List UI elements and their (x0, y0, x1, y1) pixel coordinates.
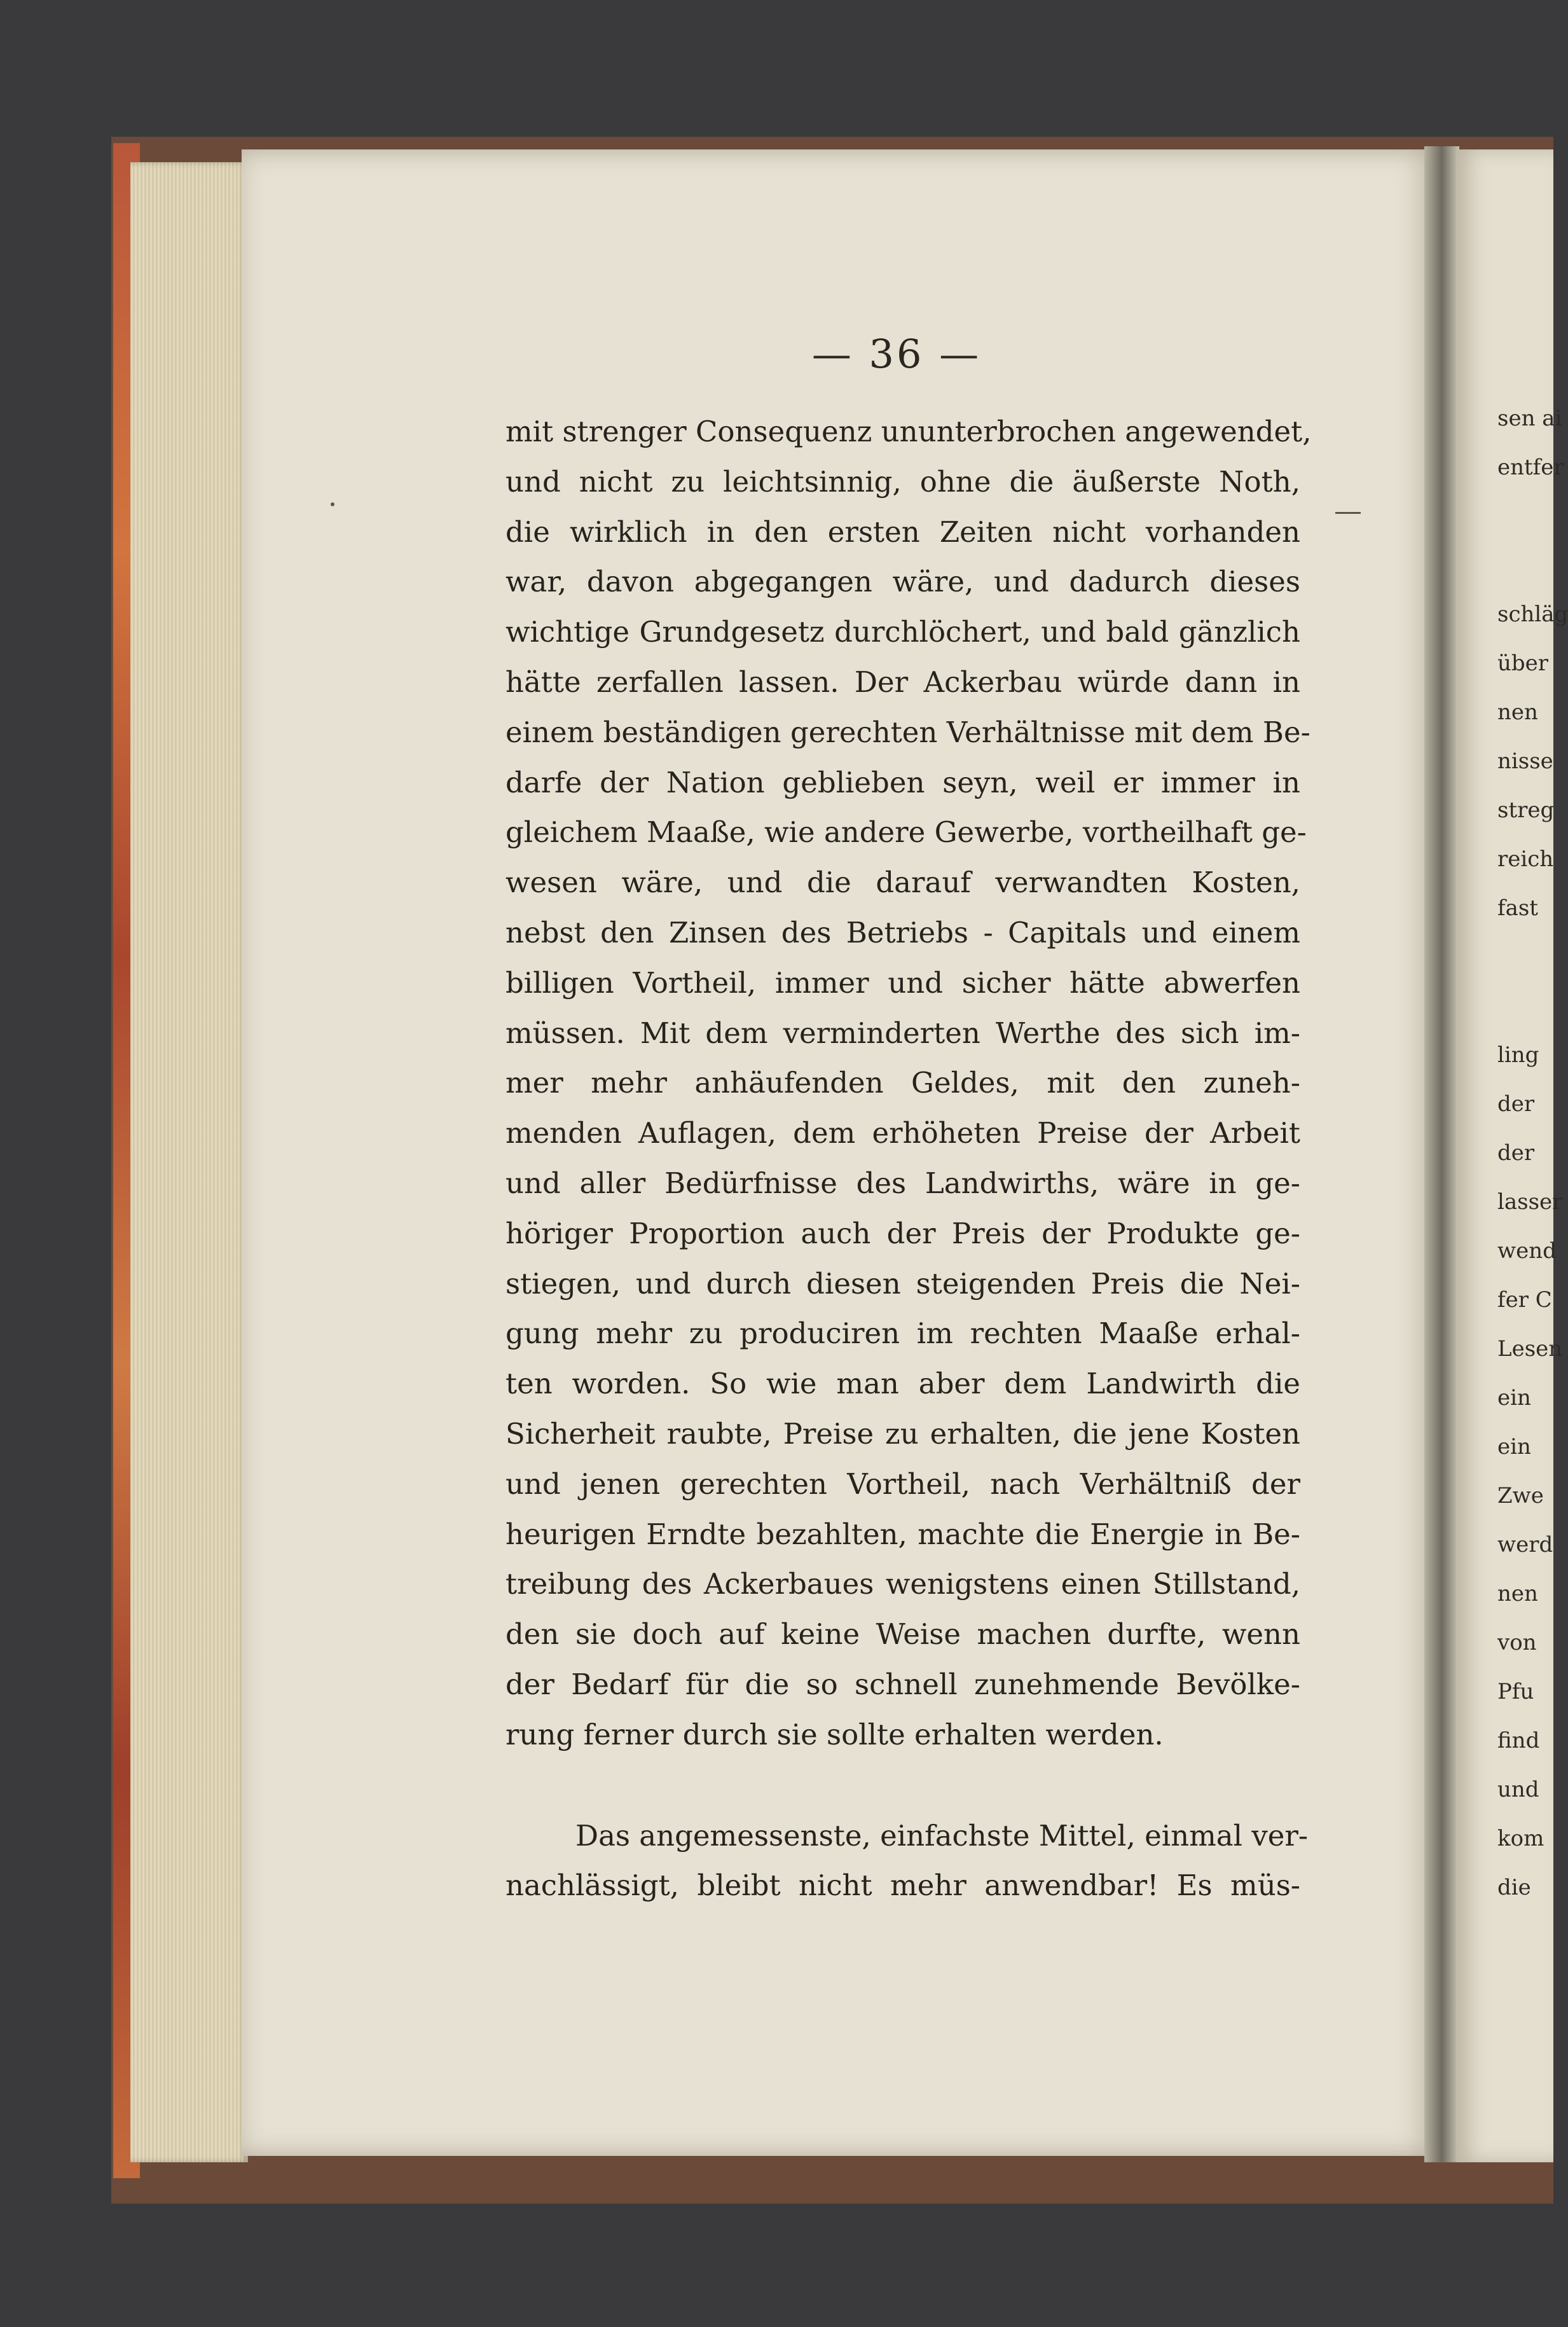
text-line: Sicherheit raubte, Preise zu erhalten, die jene Kosten (505, 1416, 1300, 1451)
facing-page-fragment: von (1497, 1630, 1537, 1655)
facing-page-fragment: ein (1497, 1434, 1531, 1460)
margin-mark (1335, 512, 1361, 514)
text-line: mit strenger Consequenz ununterbrochen angewendet, (505, 415, 1312, 448)
facing-page-fragment: entfer (1497, 455, 1564, 480)
text-line: Das angemessenste, einfachste Mittel, einmal ver- (575, 1818, 1309, 1853)
paragraph-1 (505, 407, 1312, 1760)
text-line: heurigen Erndte bezahlten, machte die Energie in Be- (505, 1517, 1300, 1551)
text-line: der Bedarf für die so schnell zunehmende Bevölke- (505, 1667, 1300, 1701)
text-line: nachlässigt, bleibt nicht mehr anwendbar! Es müs- (505, 1868, 1300, 1903)
facing-page-fragment: nisse (1497, 749, 1553, 774)
text-line: darfe der Nation geblieben seyn, weil er immer in (505, 765, 1300, 799)
facing-page-fragment: der (1497, 1091, 1535, 1117)
facing-page-fragment: find (1497, 1728, 1540, 1753)
facing-page-fragment (1497, 933, 1553, 982)
paragraph-2 (505, 1811, 1309, 1912)
page-number: — 36 — (811, 331, 982, 377)
facing-page-fragment: wend (1497, 1238, 1557, 1264)
text-line: war, davon abgegangen wäre, und dadurch dieses (505, 565, 1300, 599)
facing-page-fragment: streg (1497, 798, 1555, 823)
facing-page-fragment: reich (1497, 846, 1554, 872)
facing-page-fragment: Lesen (1497, 1336, 1563, 1362)
text-line: nebst den Zinsen des Betriebs - Capitals und einem (505, 915, 1300, 949)
text-line: die wirklich in den ersten Zeiten nicht vorhanden (505, 514, 1300, 549)
facing-page-fragment: der (1497, 1140, 1535, 1166)
facing-page-fragment: fer C (1497, 1287, 1552, 1313)
text-line: rung ferner durch sie sollte erhalten werden. (505, 1717, 1164, 1751)
body-text (505, 407, 1312, 1911)
facing-page-fragment: Zwe (1497, 1483, 1544, 1509)
text-line: wichtige Grundgesetz durchlöchert, und bald gänzlich (505, 615, 1300, 649)
facing-page-fragment: ein (1497, 1385, 1531, 1411)
gutter (1424, 146, 1459, 2162)
text-line: den sie doch auf keine Weise machen durfte, wenn (505, 1617, 1300, 1652)
text-line: treibung des Ackerbaues wenigstens einen Stillstand, (505, 1567, 1300, 1601)
facing-page-fragment: fast (1497, 895, 1538, 921)
page-edges (130, 162, 248, 2162)
facing-page-fragment: kom (1497, 1826, 1544, 1851)
text-line: und jenen gerechten Vortheil, nach Verhältniß der (505, 1467, 1300, 1501)
paragraph-gap (505, 1760, 1300, 1811)
text-line: müssen. Mit dem verminderten Werthe des sich im- (505, 1016, 1300, 1050)
facing-page-fragment: lasser (1497, 1189, 1563, 1215)
facing-page-fragment: nen (1497, 700, 1538, 725)
facing-page-fragment: schläg (1497, 602, 1568, 627)
text-line: stiegen, und durch diesen steigenden Preis die Nei- (505, 1266, 1300, 1301)
text-line: menden Auflagen, dem erhöheten Preise der Arbeit (505, 1116, 1300, 1150)
facing-page-fragment: ling (1497, 1042, 1539, 1068)
facing-page-fragment: die (1497, 1875, 1531, 1900)
text-line: und nicht zu leichtsinnig, ohne die äußerste Noth, (505, 464, 1300, 499)
text-line: hätte zerfallen lassen. Der Ackerbau würde dann in (505, 665, 1300, 699)
facing-page-fragment: nen (1497, 1581, 1538, 1606)
text-line: und aller Bedürfnisse des Landwirths, wäre in ge- (505, 1166, 1300, 1200)
text-line: mer mehr anhäufenden Geldes, mit den zuneh- (505, 1066, 1300, 1100)
text-line: einem beständigen gerechten Verhältnisse mit dem Be- (505, 715, 1310, 749)
text-line: gleichem Maaße, wie andere Gewerbe, vortheilhaft ge- (505, 815, 1307, 850)
ink-dot (331, 502, 334, 506)
facing-page-fragment (1497, 492, 1553, 541)
facing-page-fragment: über (1497, 651, 1549, 676)
facing-page-fragment (1497, 982, 1553, 1031)
facing-page-fragment: werd (1497, 1532, 1553, 1557)
facing-page-text (1497, 394, 1568, 1912)
facing-page-fragment: sen ai (1497, 406, 1562, 431)
text-line: billigen Vortheil, immer und sicher hätte abwerfen (505, 965, 1300, 1000)
facing-page-fragment: und (1497, 1777, 1539, 1802)
text-line: wesen wäre, und die darauf verwandten Kosten, (505, 866, 1300, 900)
text-line: ten worden. So wie man aber dem Landwirth die (505, 1367, 1300, 1401)
facing-page-fragment: Pfu (1497, 1679, 1534, 1704)
text-line: gung mehr zu produciren im rechten Maaße erhal- (505, 1316, 1300, 1351)
text-line: höriger Proportion auch der Preis der Produkte ge- (505, 1216, 1300, 1250)
facing-page-fragment (1497, 541, 1553, 590)
